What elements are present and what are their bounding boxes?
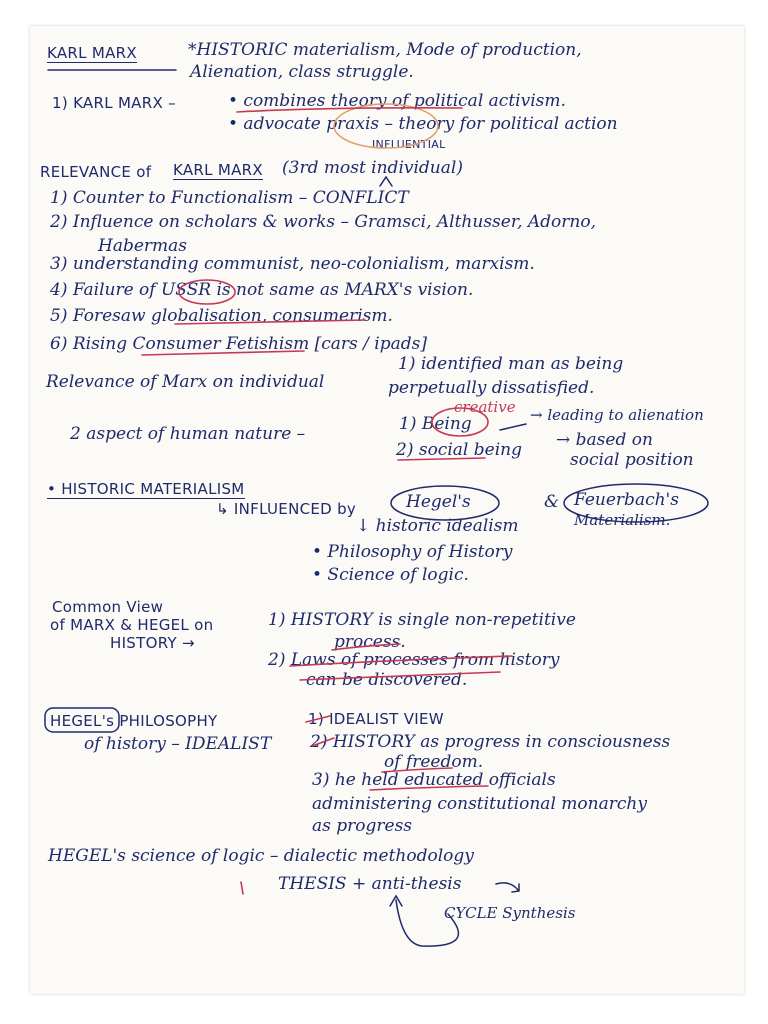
relevance-item-6: 6) Rising Consumer Fetishism [cars / ipads] [50,334,427,354]
cv-point-1b: process. [334,632,406,652]
hm-work-2: • Science of logic. [312,565,469,585]
relevance-item-3: 3) understanding communist, neo-colonialism, marxism. [50,254,535,274]
thesis-arrow [496,883,518,890]
cv-point-2a: 2) Laws of processes from history [268,650,560,670]
hp-point-2a: 2) HISTORY as progress in consciousness [310,732,671,752]
feuerbach-oval [564,484,708,522]
hp-point-2b: of freedom. [384,752,484,772]
hp-point-1: 1) IDEALIST VIEW [308,710,444,728]
thesis-line: THESIS + anti-thesis [278,874,462,894]
synthesis-arrow-curve [396,900,458,946]
aspect-being: 1) Being [399,414,472,434]
page-title: KARL MARX [47,44,137,62]
history-strike [312,738,334,746]
relevance-prefix: RELEVANCE of [40,163,152,181]
aspect-label: 2 aspect of human nature – [70,424,306,444]
individual-point-1: 1) identified man as being [398,354,624,374]
ussr-circle [179,280,235,304]
aspect-being-insert: creative [454,398,516,416]
hp-point-3c: as progress [312,816,413,836]
process-underline [332,644,400,650]
hegel-oval [391,486,499,520]
cv-point-1a: 1) HISTORY is single non-repetitive [268,610,576,630]
social-underline [398,458,485,460]
aspect-being-result: → leading to alienation [530,406,704,424]
intro-point-2: • advocate praxis – theory for political action [228,114,618,134]
hm-and: & [544,492,560,512]
aspect-social: 2) social being [396,440,522,460]
relevance-subject: KARL MARX [173,161,263,179]
cycle-label: CYCLE Synthesis [444,904,576,922]
relevance-item-2-cont: Habermas [98,236,188,256]
logic-line: HEGEL's science of logic – dialectic methodology [48,846,474,866]
hm-work-1: • Philosophy of History [312,542,513,562]
relevance-item-1: 1) Counter to Functionalism – CONFLICT [50,188,409,208]
relevance-suffix: (3rd most individual) [282,158,463,178]
globalisation-underline [175,320,365,324]
cv-label-2: of MARX & HEGEL on [50,616,214,634]
cv-label-3: HISTORY → [110,634,195,652]
aspect-social-result-2: social position [570,450,694,470]
hm-title: • HISTORIC MATERIALISM [47,480,245,498]
being-circle [432,408,488,436]
relevance-insert: INFLUENTIAL [372,138,446,151]
hp-label-2: of history – IDEALIST [84,734,272,754]
being-arrow-line [500,424,526,430]
stray-tick [241,882,243,894]
hp-point-3b: administering constitutional monarchy [312,794,647,814]
intro-point-1: • combines theory of political activism. [228,91,566,111]
cv-point-2b: can be discovered. [306,670,468,690]
aspect-social-result-1: → based on [556,430,653,450]
idealist-strike [306,716,330,722]
relevance-item-4: 4) Failure of USSR is not same as MARX's vision. [50,280,474,300]
intro-label: 1) KARL MARX – [52,94,176,112]
hegel-box [45,708,119,732]
hm-idealism: ↓ historic idealism [356,516,519,536]
laws-strike [290,656,512,666]
freedom-underline [382,768,452,772]
hm-influenced: ↳ INFLUENCED by [216,500,357,518]
topics-line-2: Alienation, class struggle. [190,62,414,82]
individual-point-2: perpetually dissatisfied. [388,378,595,398]
relevance-item-2: 2) Influence on scholars & works – Gramsci, Althusser, Adorno, [50,212,597,232]
hm-hegel: Hegel's [406,492,471,512]
cv-label-1: Common View [52,598,164,616]
officials-underline [370,786,488,790]
laws-underline [300,672,500,680]
hp-label-1: HEGEL's PHILOSOPHY [50,712,218,730]
insert-caret [380,177,392,186]
hm-materialism: Materialism. [574,511,671,529]
hp-point-3a: 3) he held educated officials [312,770,556,790]
relevance-item-5: 5) Foresaw globalisation, consumerism. [50,306,393,326]
consumer-underline [142,351,304,355]
topics-line-1: *HISTORIC materialism, Mode of production, [188,40,582,60]
praxis-circle [334,104,438,148]
individual-label: Relevance of Marx on individual [46,372,325,392]
hm-feuerbach: Feuerbach's [574,490,679,510]
